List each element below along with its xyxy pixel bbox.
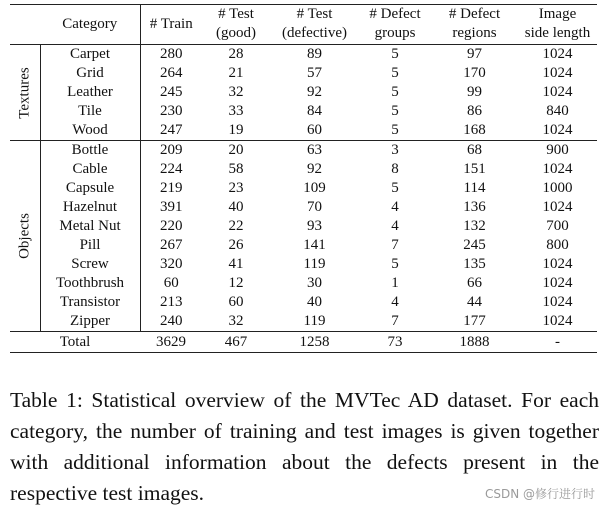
value-cell: 8: [391, 161, 399, 177]
value-cell: 900: [546, 142, 569, 158]
value-cell: 22: [228, 218, 244, 234]
textures-section: [10, 45, 597, 141]
value-cell: 230: [160, 103, 183, 119]
table-row: [10, 255, 597, 274]
value-cell: 28: [228, 46, 244, 62]
value-cell: 264: [160, 65, 183, 81]
value-cell: 5: [391, 84, 399, 100]
value-cell: 5: [391, 46, 399, 62]
total-cell: 467: [224, 333, 248, 350]
value-cell: 1000: [542, 180, 573, 196]
value-cell: 141: [303, 237, 326, 253]
table-header: [10, 4, 597, 45]
total-cell: 3629: [156, 333, 186, 350]
table-row: [10, 160, 597, 179]
value-cell: 1024: [542, 256, 573, 272]
value-cell: 32: [228, 84, 244, 100]
value-cell: 245: [160, 84, 183, 100]
category-cell: Screw: [40, 255, 140, 274]
value-cell: 40: [228, 199, 244, 215]
value-cell: 280: [160, 46, 183, 62]
table-row: [10, 274, 597, 293]
value-cell: 1024: [542, 65, 573, 81]
category-cell: Transistor: [40, 293, 140, 312]
value-cell: 60: [307, 122, 322, 138]
table-row: [10, 141, 597, 161]
category-cell: Metal Nut: [40, 217, 140, 236]
value-cell: 33: [228, 103, 244, 119]
value-cell: 177: [463, 313, 486, 329]
value-cell: 245: [463, 237, 486, 253]
value-cell: 220: [160, 218, 183, 234]
watermark: CSDN @修行进行时: [484, 487, 595, 501]
table-row: [10, 198, 597, 217]
value-cell: 58: [228, 161, 244, 177]
value-cell: 1: [391, 275, 399, 291]
table-row: [10, 312, 597, 332]
dataset-statistics-table: [10, 4, 597, 353]
value-cell: 136: [463, 199, 486, 215]
value-cell: 86: [467, 103, 482, 119]
value-cell: 267: [160, 237, 183, 253]
category-cell: Carpet: [40, 45, 140, 65]
category-cell: Wood: [40, 121, 140, 141]
header-cell: # Train: [149, 15, 193, 32]
total-row: [10, 332, 597, 353]
value-cell: 5: [391, 122, 399, 138]
table-row: [10, 293, 597, 312]
value-cell: 63: [307, 142, 322, 158]
table-row: [10, 179, 597, 198]
value-cell: 114: [463, 180, 486, 196]
value-cell: 19: [228, 122, 244, 138]
value-cell: 3: [391, 142, 399, 158]
value-cell: 1024: [542, 84, 573, 100]
value-cell: 109: [303, 180, 326, 196]
value-cell: 5: [391, 180, 399, 196]
value-cell: 60: [163, 275, 179, 291]
value-cell: 66: [467, 275, 482, 291]
header-cell: Category: [40, 4, 140, 45]
total-section: [10, 332, 597, 353]
value-cell: 168: [463, 122, 486, 138]
value-cell: 92: [307, 161, 322, 177]
value-cell: 92: [307, 84, 322, 100]
category-cell: Hazelnut: [40, 198, 140, 217]
total-label: Total: [59, 333, 91, 350]
value-cell: 5: [391, 256, 399, 272]
section-label-text: Textures: [16, 66, 33, 119]
value-cell: 68: [467, 142, 482, 158]
value-cell: 21: [228, 65, 244, 81]
value-cell: 132: [463, 218, 486, 234]
value-cell: 151: [463, 161, 486, 177]
value-cell: 30: [307, 275, 322, 291]
objects-section: [10, 141, 597, 332]
table-row: [10, 217, 597, 236]
value-cell: 4: [391, 199, 399, 215]
value-cell: 93: [307, 218, 322, 234]
value-cell: 209: [160, 142, 183, 158]
table-row: [10, 64, 597, 83]
category-cell: Capsule: [40, 179, 140, 198]
value-cell: 41: [228, 256, 244, 272]
value-cell: 119: [303, 256, 326, 272]
category-cell: Grid: [40, 64, 140, 83]
header-group-spacer: [10, 4, 40, 45]
value-cell: 800: [546, 237, 569, 253]
section-label: [10, 141, 40, 332]
value-cell: 57: [307, 65, 322, 81]
value-cell: 1024: [542, 294, 573, 310]
category-cell: Leather: [40, 83, 140, 102]
value-cell: 84: [307, 103, 322, 119]
header-cell: # Test (good): [216, 6, 256, 41]
section-label-text: Objects: [16, 213, 33, 259]
value-cell: 5: [391, 65, 399, 81]
value-cell: 1024: [542, 46, 573, 62]
total-cell: 73: [387, 333, 403, 350]
value-cell: 135: [463, 256, 486, 272]
value-cell: 700: [546, 218, 569, 234]
table-row: [10, 236, 597, 255]
value-cell: 23: [228, 180, 244, 196]
table-row: [10, 45, 597, 65]
value-cell: 44: [467, 294, 482, 310]
value-cell: 247: [160, 122, 183, 138]
value-cell: 170: [463, 65, 486, 81]
value-cell: 32: [228, 313, 244, 329]
value-cell: 1024: [542, 275, 573, 291]
header-cell: # Defect groups: [369, 6, 421, 41]
value-cell: 12: [228, 275, 244, 291]
value-cell: 5: [391, 103, 399, 119]
value-cell: 26: [228, 237, 244, 253]
value-cell: 119: [303, 313, 326, 329]
value-cell: 97: [467, 46, 482, 62]
section-label: [10, 45, 40, 141]
total-cell: 1258: [299, 333, 330, 350]
value-cell: 20: [228, 142, 244, 158]
value-cell: 7: [391, 237, 399, 253]
value-cell: 99: [467, 84, 482, 100]
table-caption: Table 1: Statistical overview of the MVTec AD dataset. For each category, the number of training and test images is given together with additional information about the defects present in the respective test images.: [10, 388, 599, 505]
header-cell: Image side length: [524, 6, 591, 41]
value-cell: 7: [391, 313, 399, 329]
value-cell: 40: [307, 294, 322, 310]
value-cell: 89: [307, 46, 322, 62]
value-cell: 224: [160, 161, 183, 177]
value-cell: 70: [307, 199, 322, 215]
total-cell: -: [555, 333, 560, 350]
category-cell: Toothbrush: [40, 274, 140, 293]
category-cell: Tile: [40, 102, 140, 121]
value-cell: 1024: [542, 161, 573, 177]
value-cell: 1024: [542, 199, 573, 215]
value-cell: 320: [160, 256, 183, 272]
category-cell: Cable: [40, 160, 140, 179]
value-cell: 4: [391, 218, 399, 234]
value-cell: 1024: [542, 313, 573, 329]
value-cell: 219: [160, 180, 183, 196]
total-cell: 1888: [459, 333, 490, 350]
category-cell: Pill: [40, 236, 140, 255]
value-cell: 4: [391, 294, 399, 310]
value-cell: 391: [160, 199, 183, 215]
header-cell: # Test (defective): [282, 6, 347, 41]
category-cell: Bottle: [40, 141, 140, 161]
value-cell: 240: [160, 313, 183, 329]
table-row: [10, 121, 597, 141]
table-row: [10, 83, 597, 102]
table-row: [10, 102, 597, 121]
category-cell: Zipper: [40, 312, 140, 332]
value-cell: 1024: [542, 122, 573, 138]
value-cell: 213: [160, 294, 183, 310]
value-cell: 840: [546, 103, 569, 119]
header-cell: # Defect regions: [448, 6, 501, 41]
value-cell: 60: [228, 294, 244, 310]
